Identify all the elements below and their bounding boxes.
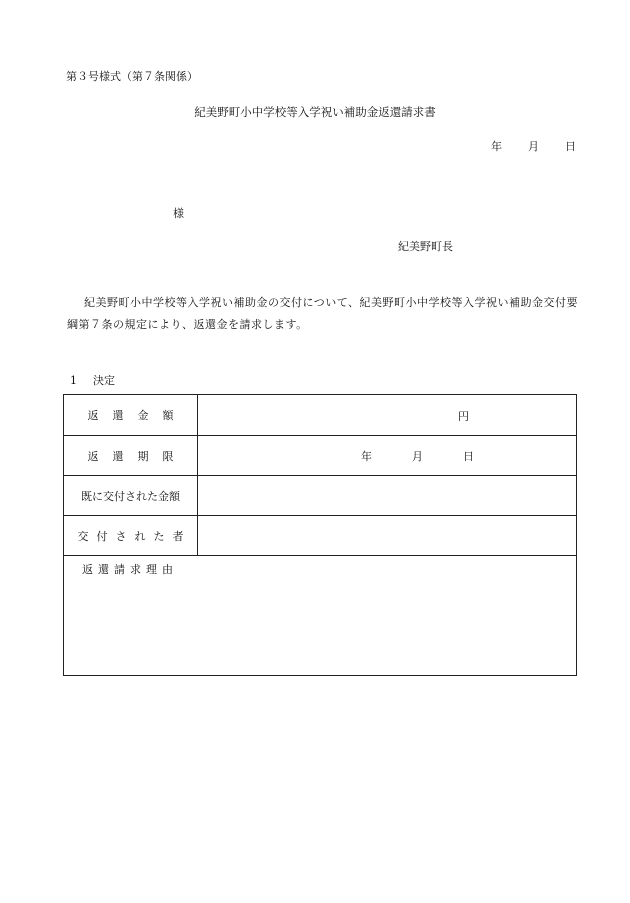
month-label: 月: [528, 140, 539, 153]
deadline-day-label: 日: [463, 450, 474, 463]
amount-already-paid-field[interactable]: [198, 476, 576, 515]
refund-amount-label: 返還金額: [64, 395, 198, 435]
decision-table: [63, 394, 577, 676]
amount-already-paid-label: 既に交付された金額: [64, 476, 198, 515]
table-row-refund-amount: [64, 395, 576, 436]
deadline-month-label: 月: [412, 450, 423, 463]
section-heading: [70, 372, 115, 388]
deadline-date: [361, 448, 474, 464]
addressee-honorific: 様: [173, 207, 184, 220]
table-row-recipient: [64, 516, 576, 556]
refund-reason-label: 返還請求理由: [82, 563, 178, 576]
issue-date: [491, 138, 576, 154]
yen-unit: 円: [458, 410, 469, 423]
day-label: 日: [565, 140, 576, 153]
refund-amount-field[interactable]: [198, 395, 576, 435]
issuer-name: 紀美野町長: [398, 240, 453, 253]
deadline-year-label: 年: [361, 450, 372, 463]
document-title: 紀美野町小中学校等入学祝い補助金返還請求書: [194, 105, 436, 119]
recipient-label: 交付された者: [64, 516, 198, 555]
refund-deadline-field[interactable]: [198, 436, 576, 475]
table-row-amount-already-paid: [64, 476, 576, 516]
section-number: 1: [70, 374, 77, 387]
body-text: 紀美野町小中学校等入学祝い補助金の交付について、紀美野町小中学校等入学祝い補助金交付要綱第７条の規定により、返還金を請求します。: [67, 296, 579, 331]
table-row-refund-deadline: [64, 436, 576, 476]
table-row-refund-reason[interactable]: [64, 556, 576, 675]
recipient-field[interactable]: [198, 516, 576, 555]
year-label: 年: [491, 140, 502, 153]
refund-deadline-label: 返還期限: [64, 436, 198, 475]
section-title: 決定: [93, 374, 115, 387]
form-number: 第３号様式（第７条関係）: [66, 70, 198, 83]
